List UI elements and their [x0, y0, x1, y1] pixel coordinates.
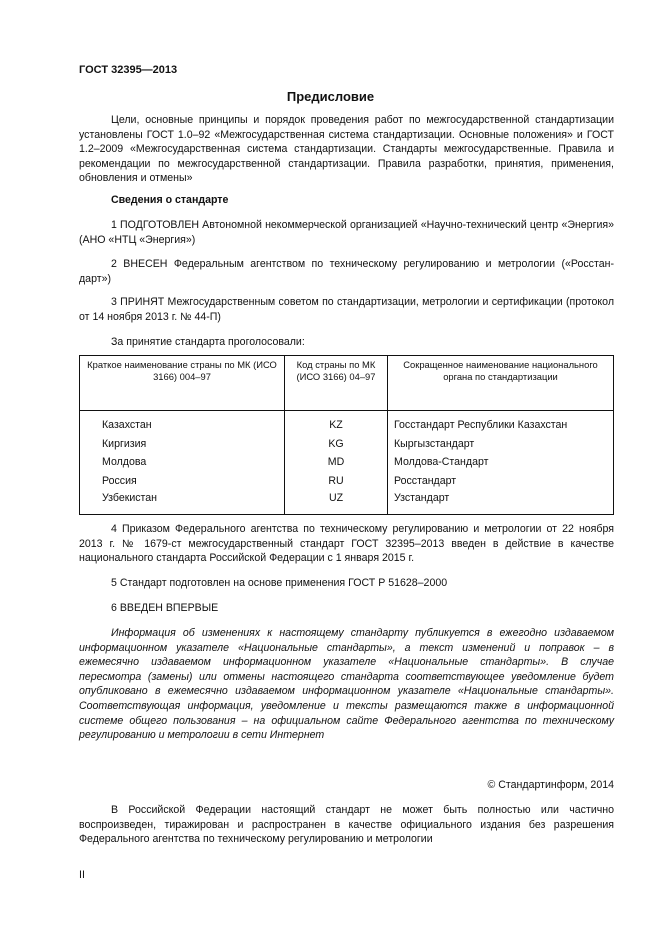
item-2	[79, 257, 614, 286]
table-cell-body: Узстандарт	[388, 490, 614, 515]
table-row	[80, 453, 614, 472]
item-5: 5 Стандарт подготовлен на основе применения ГОСТ Р 51628–2000	[111, 577, 448, 589]
table-cell-country: Узбекистан	[80, 490, 285, 515]
table-cell-code: KZ	[285, 416, 388, 435]
change-notice	[79, 626, 614, 743]
page-number: II	[79, 869, 85, 881]
item-1-text: 1 ПОДГОТОВЛЕН Автономной некоммерческой организацией «Научно-технический центр «Энергия» (АНО «НТЦ «Энергия»)	[79, 219, 614, 246]
info-heading: Сведения о стандарте	[111, 194, 229, 206]
table-header-country: Краткое наименование страны по МК (ИСО 3166) 004–97	[80, 356, 285, 411]
table-cell-code: MD	[285, 453, 388, 472]
item-3	[79, 295, 614, 324]
table-header-code: Код страны по МК (ИСО 3166) 04–97	[285, 356, 388, 411]
rights-notice	[79, 803, 614, 847]
table-cell-code: RU	[285, 472, 388, 491]
item-4	[79, 522, 614, 566]
table-cell-country: Киргизия	[80, 435, 285, 454]
intro-text: Цели, основные принципы и порядок проведения работ по межгосударственной стандартизации установлены ГОСТ 1.0–92 «Межгосударственная система стандартизации. Основные положения» и ГОСТ 1.2–2009 «Межгосударственная система стандартизации. Стандарты межгосударственные. Правила и рекомендации по межгосударственной стандартизации. Правила разработки, принятия, применения, обновления и отмены»	[79, 114, 614, 185]
table-header-row	[80, 356, 614, 411]
vote-intro: За принятие стандарта проголосовали:	[111, 336, 305, 348]
table-cell-country: Молдова	[80, 453, 285, 472]
table-cell-code: UZ	[285, 490, 388, 515]
table-cell-country: Россия	[80, 472, 285, 491]
table-cell-country: Казахстан	[80, 416, 285, 435]
copyright: © Стандартинформ, 2014	[487, 779, 614, 791]
table-row	[80, 435, 614, 454]
table-row	[80, 490, 614, 515]
change-notice-text: Информация об изменениях к настоящему стандарту публикуется в ежегодно издаваемом информационном указателе «Национальные стандарты», а текст изменений и поправок – в ежемесячно издаваемом информационном указателе «Национальные стандарты». В случае пересмотра (замены) или отмены настоящего стандарта соответствующее уведомление будет опубликовано в ежемесячно издаваемом информационном указателе «Национальные стандарты». Соответствующая информация, уведомление и тексты размещаются также в информационной системе общего пользования – на официальном сайте Федерального агентства по техническому регулированию и метрологии в сети Интернет	[79, 627, 614, 742]
voting-table	[79, 355, 614, 515]
item-1	[79, 218, 614, 247]
table-row	[80, 416, 614, 435]
intro-paragraph	[79, 113, 614, 186]
item-6: 6 ВВЕДЕН ВПЕРВЫЕ	[111, 602, 219, 614]
table-cell-body: Молдова-Стандарт	[388, 453, 614, 472]
table-cell-body: Росстандарт	[388, 472, 614, 491]
table-cell-code: KG	[285, 435, 388, 454]
item-4-text: 4 Приказом Федерального агентства по техническому регулированию и метрологии от 22 ноября 2013 г. № 1679-ст межгосударственный стандарт ГОСТ 32395–2013 введен в действие в качестве национального стандарта Российской Федерации с 1 января 2015 г.	[79, 523, 614, 565]
item-2-text: 2 ВНЕСЕН Федеральным агентством по техническому регулированию и метрологии («Росстан-дарт»)	[79, 258, 614, 285]
page-title: Предисловие	[286, 89, 375, 104]
table-header-body: Сокращенное наименование национального органа по стандартизации	[388, 356, 614, 411]
table-cell-body: Кыргызстандарт	[388, 435, 614, 454]
item-3-text: 3 ПРИНЯТ Межгосударственным советом по стандартизации, метрологии и сертификации (протокол от 14 ноября 2013 г. № 44-П)	[79, 296, 614, 323]
rights-notice-text: В Российской Федерации настоящий стандарт не может быть полностью или частично воспроизведен, тиражирован и распространен в качестве официального издания без разрешения Федерального агентства по техническому регулированию и метрологии	[79, 804, 614, 846]
document-code: ГОСТ 32395—2013	[79, 64, 178, 76]
table-cell-body: Госстандарт Республики Казахстан	[388, 416, 614, 435]
table-row	[80, 472, 614, 491]
